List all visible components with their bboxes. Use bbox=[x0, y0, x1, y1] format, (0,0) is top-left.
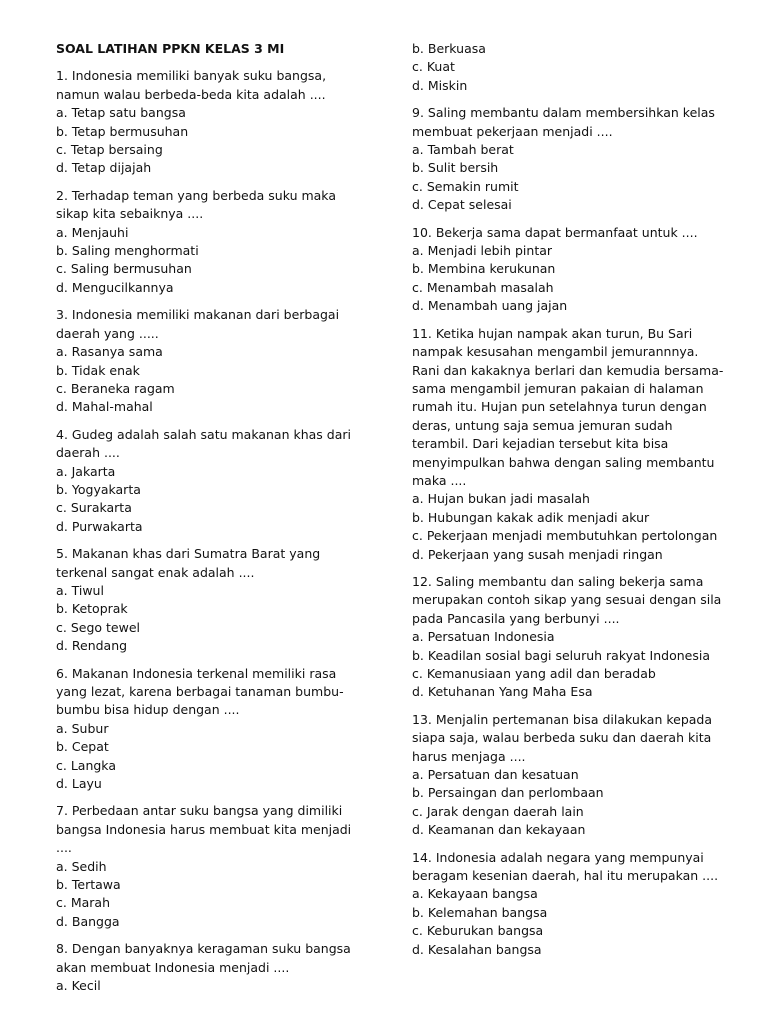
question-block bbox=[412, 573, 732, 702]
question-text-line: 7. Perbedaan antar suku bangsa yang dimiliki bbox=[56, 803, 343, 819]
answer-option: c. Menambah masalah bbox=[412, 279, 554, 295]
question-block bbox=[412, 224, 732, 316]
question-text-line: 6. Makanan Indonesia terkenal memiliki rasa bbox=[56, 665, 337, 681]
question-block bbox=[412, 849, 732, 959]
question-text-line: 13. Menjalin pertemanan bisa dilakukan kepada bbox=[412, 711, 713, 727]
answer-option: b. Berkuasa bbox=[412, 41, 486, 56]
answer-option: c. Keburukan bangsa bbox=[412, 923, 544, 939]
question-text-line: nampak kesusahan mengambil jemurannnya. bbox=[412, 344, 699, 360]
question-text-line: merupakan contoh sikap yang sesuai dengan sila bbox=[412, 592, 722, 608]
answer-option: c. Kemanusiaan yang adil dan beradab bbox=[412, 666, 656, 681]
question-text-line: terambil. Dari kejadian tersebut kita bisa bbox=[412, 436, 669, 452]
question-text-line: 11. Ketika hujan nampak akan turun, Bu Sari bbox=[412, 325, 693, 341]
question-text-line: 4. Gudeg adalah salah satu makanan khas dari bbox=[56, 426, 352, 442]
answer-option: c. Langka bbox=[56, 757, 116, 773]
question-text-line: yang lezat, karena berbagai tanaman bumbu- bbox=[56, 684, 344, 699]
right-column bbox=[412, 40, 732, 968]
question-block bbox=[412, 325, 732, 564]
answer-option: b. Kelemahan bangsa bbox=[412, 904, 548, 920]
question-text-line: sikap kita sebaiknya .... bbox=[56, 206, 204, 222]
question-block bbox=[56, 306, 356, 416]
answer-option: c. Kuat bbox=[412, 59, 455, 75]
question-text-line: maka .... bbox=[412, 472, 467, 488]
answer-option: c. Tetap bersaing bbox=[56, 142, 163, 158]
answer-option: c. Beraneka ragam bbox=[56, 380, 175, 396]
question-block bbox=[412, 104, 732, 214]
answer-option: d. Rendang bbox=[56, 638, 128, 654]
question-text-line: beragam kesenian daerah, hal itu merupakan .... bbox=[412, 868, 719, 884]
question-block bbox=[56, 187, 356, 297]
answer-option: b. Tertawa bbox=[56, 877, 121, 893]
question-text-line: 8. Dengan banyaknya keragaman suku bangsa bbox=[56, 941, 351, 957]
answer-option: d. Miskin bbox=[412, 77, 468, 93]
question-block bbox=[56, 67, 356, 177]
answer-option: d. Pekerjaan yang susah menjadi ringan bbox=[412, 546, 663, 562]
answer-option: a. Persatuan Indonesia bbox=[412, 629, 555, 645]
answer-option: d. Purwakarta bbox=[56, 518, 143, 534]
question-text-line: 9. Saling membantu dalam membersihkan kelas bbox=[412, 105, 715, 121]
question-text-line: siapa saja, walau berbeda suku dan daerah kita bbox=[412, 730, 712, 746]
answer-option: b. Saling menghormati bbox=[56, 243, 199, 259]
question-text-line: membuat pekerjaan menjadi .... bbox=[412, 123, 613, 139]
question-text-line: akan membuat Indonesia menjadi .... bbox=[56, 959, 290, 975]
answer-option: b. Tetap bermusuhan bbox=[56, 123, 189, 139]
question-text-line: .... bbox=[56, 840, 72, 856]
answer-option: d. Mahal-mahal bbox=[56, 399, 153, 415]
answer-option: c. Semakin rumit bbox=[412, 178, 519, 194]
question-block bbox=[56, 802, 356, 931]
question-text-line: sama mengambil jemuran pakaian di halaman bbox=[412, 380, 704, 396]
question-block bbox=[56, 665, 356, 794]
answer-option: d. Bangga bbox=[56, 913, 120, 929]
question-text-line: 5. Makanan khas dari Sumatra Barat yang bbox=[56, 546, 321, 562]
question-text-line: menyimpulkan bahwa dengan saling membantu bbox=[412, 454, 715, 470]
answer-option: b. Cepat bbox=[56, 739, 109, 755]
answer-option: b. Persaingan dan perlombaan bbox=[412, 785, 604, 801]
question-block bbox=[56, 545, 356, 655]
question-text-line: daerah .... bbox=[56, 445, 120, 461]
question-text-line: namun walau berbeda-beda kita adalah .... bbox=[56, 86, 326, 102]
answer-option: c. Saling bermusuhan bbox=[56, 261, 192, 277]
answer-option: a. Hujan bukan jadi masalah bbox=[412, 491, 590, 507]
question-text-line: harus menjaga .... bbox=[412, 748, 526, 764]
answer-option: d. Layu bbox=[56, 776, 102, 792]
answer-option: b. Yogyakarta bbox=[56, 481, 141, 497]
question-text-line: 3. Indonesia memiliki makanan dari berbagai bbox=[56, 307, 340, 323]
left-column bbox=[56, 40, 356, 1005]
question-text-line: daerah yang ..... bbox=[56, 325, 159, 341]
document-title: SOAL LATIHAN PPKN KELAS 3 MI bbox=[56, 41, 285, 56]
answer-option: a. Sedih bbox=[56, 858, 107, 874]
question-text-line: 2. Terhadap teman yang berbeda suku maka bbox=[56, 187, 336, 203]
question-text-line: bangsa Indonesia harus membuat kita menjadi bbox=[56, 821, 352, 837]
answer-option: c. Sego tewel bbox=[56, 619, 140, 635]
answer-option: a. Menjauhi bbox=[56, 224, 129, 240]
answer-option: d. Menambah uang jajan bbox=[412, 298, 568, 314]
answer-option: a. Tiwul bbox=[56, 582, 104, 598]
answer-option: b. Tidak enak bbox=[56, 362, 140, 378]
answer-option: d. Kesalahan bangsa bbox=[412, 941, 542, 957]
answer-option: d. Tetap dijajah bbox=[56, 160, 152, 176]
answer-option: b. Hubungan kakak adik menjadi akur bbox=[412, 509, 650, 525]
question-block bbox=[56, 940, 356, 995]
answer-option: c. Surakarta bbox=[56, 500, 132, 516]
answer-option: a. Persatuan dan kesatuan bbox=[412, 767, 579, 783]
question-text-line: bumbu bisa hidup dengan .... bbox=[56, 702, 240, 718]
answer-option: a. Tambah berat bbox=[412, 142, 514, 158]
question-text-line: pada Pancasila yang berbunyi .... bbox=[412, 610, 620, 626]
question-text-line: rumah itu. Hujan pun setelahnya turun dengan bbox=[412, 399, 707, 415]
answer-option: a. Kekayaan bangsa bbox=[412, 886, 538, 902]
question-block bbox=[412, 711, 732, 840]
question-text-line: 14. Indonesia adalah negara yang mempunyai bbox=[412, 849, 704, 865]
question-text-line: 10. Bekerja sama dapat bermanfaat untuk .... bbox=[412, 224, 698, 240]
answer-option: b. Membina kerukunan bbox=[412, 261, 556, 277]
answer-option: c. Pekerjaan menjadi membutuhkan pertolongan bbox=[412, 528, 718, 544]
answer-option: a. Kecil bbox=[56, 978, 101, 994]
answer-option: b. Ketoprak bbox=[56, 601, 128, 617]
answer-option: d. Ketuhanan Yang Maha Esa bbox=[412, 684, 593, 700]
answer-option: a. Menjadi lebih pintar bbox=[412, 243, 553, 259]
answer-option: c. Jarak dengan daerah lain bbox=[412, 803, 584, 819]
answer-option: c. Marah bbox=[56, 895, 110, 911]
answer-option: d. Cepat selesai bbox=[412, 197, 512, 213]
answer-option: d. Keamanan dan kekayaan bbox=[412, 822, 586, 838]
question-text-line: terkenal sangat enak adalah .... bbox=[56, 564, 255, 580]
answer-option: a. Rasanya sama bbox=[56, 344, 163, 360]
question-text-line: Rani dan kakaknya berlari dan kemudia bersama- bbox=[412, 362, 724, 378]
question-text-line: deras, untung saja semua jemuran sudah bbox=[412, 417, 673, 433]
answer-option: a. Subur bbox=[56, 720, 109, 736]
answer-option: d. Mengucilkannya bbox=[56, 279, 174, 295]
answer-option: a. Jakarta bbox=[56, 463, 116, 479]
question-text-line: 1. Indonesia memiliki banyak suku bangsa, bbox=[56, 68, 327, 84]
question-block bbox=[56, 426, 356, 536]
answer-option: a. Tetap satu bangsa bbox=[56, 105, 186, 121]
answer-option: b. Sulit bersih bbox=[412, 160, 499, 176]
answer-option: b. Keadilan sosial bagi seluruh rakyat Indonesia bbox=[412, 647, 710, 663]
question-8-continuation bbox=[412, 40, 732, 95]
question-text-line: 12. Saling membantu dan saling bekerja sama bbox=[412, 573, 704, 589]
